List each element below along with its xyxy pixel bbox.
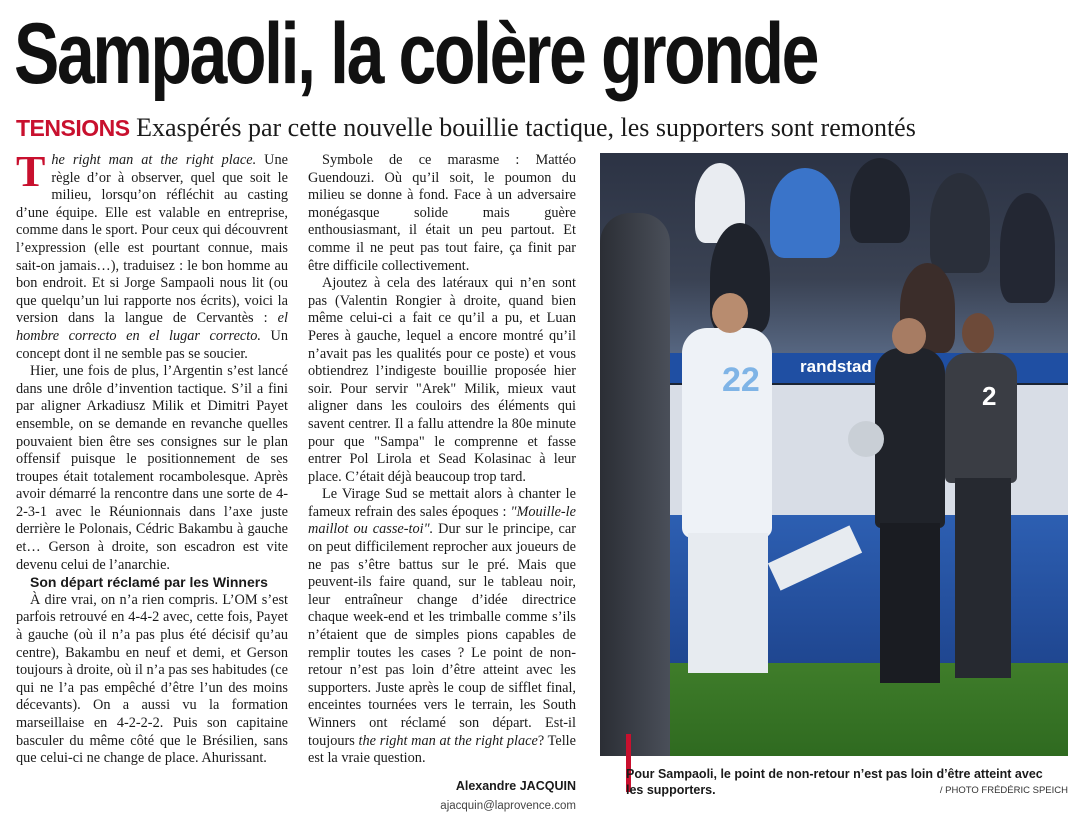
player-om-shirt <box>682 328 772 538</box>
article-paragraph <box>308 486 576 768</box>
article-italic: "Mouille-le maillot ou casse-toi". <box>308 503 576 538</box>
author-name: Alexandre JACQUIN <box>455 778 576 793</box>
player-foreground <box>600 213 670 756</box>
fan <box>770 168 840 258</box>
subhead-text: Exaspérés par cette nouvelle bouillie tactique, les supporters sont remontés <box>136 113 916 142</box>
player-om-legs <box>688 533 768 673</box>
article-italic: el hombre correcto en el lugar correcto. <box>16 310 288 344</box>
article-text: Le Virage Sud se mettait alors à chanter le fameux refrain des sales époques : <box>308 486 576 520</box>
dropcap: T <box>16 147 46 196</box>
shirt-number: 2 <box>982 381 997 411</box>
photo-credit: / PHOTO FRÉDÉRIC SPEICH <box>939 785 1068 796</box>
fan <box>1000 193 1055 303</box>
player-om-head <box>712 293 748 333</box>
article-paragraph: Symbole de ce marasme : Mattéo Guendouzi. Où qu’il soit, le poumon du milieu se donne à fond. Face à un adversaire monégasque solide mais guère enthousiasmant, il était un peu partout. Et comme il ne peut pas tout faire, ça finit par être difficile collectivement. <box>308 152 576 274</box>
subhead-kicker: TENSIONS <box>16 115 130 141</box>
coach-head <box>892 318 926 354</box>
article-text: Dur sur le principe, car on peut difficilement reprocher aux joueurs de ne pas s’être battus sur le pré. Mais que peuvent-ils faire quand, sur le tableau noir, leur entraîneur change d’idée directrice chaque week-end et les trimballe comme s’ils n’étaient que de simples pions capables de remplir toutes les cases ? Le point de non-retour n’est pas loin d’être atteint avec les supporters. Juste après le coup de sifflet final, enceintes tournées vers le terrain, les South Winners ont réclamé son départ. Est-il toujours <box>308 521 577 749</box>
article-text: ? Telle est la vraie question. <box>308 732 576 767</box>
ad-banner-text: randstad <box>800 357 872 376</box>
article-text: Un concept dont il ne semble pas se soucier. <box>16 327 288 362</box>
author-email: ajacquin@laprovence.com <box>440 800 576 813</box>
player-monaco-shirt <box>945 353 1017 483</box>
intertitle: Son départ réclamé par les Winners <box>30 574 268 591</box>
ball <box>848 421 884 457</box>
player-monaco-head <box>962 313 994 353</box>
article-column-1 <box>16 147 288 768</box>
article-paragraph: Ajoutez à cela des latéraux qui n’en sont pas (Valentin Rongier à droite, quand bien même celui-ci a fait ce qu’il a pu, et Luan Peres à gauche, lequel a encore montré qu’il n’avait pas les qualités pour ce poste) et vous obtiendrez l’indigeste bouillie proposée hier soir. Pour servir "Arek" Milik, mieux vaut aligner dans les couloirs des éléments qui savent centrer. Il a fallu attendre la 80e minute pour que "Sampa" le comprenne et fasse entrer Pol Lirola et Sead Kolasinac à leur place. C’était déjà beaucoup trop tard. <box>308 275 576 485</box>
article-paragraph: Hier, une fois de plus, l’Argentin s’est lancé dans une drôle d’invention tactique. S’il a fini par aligner Arkadiusz Milik et Dimitri Payet ensemble, on se demande en revanche quelles pouvaient bien être ses consignes sur le plan offensif puisque le positionnement de ses troupes était totalement rocambolesque. Après avoir démarré la rencontre dans une sorte de 4-2-3-1 avec le Réunionnais dans l’axe juste derrière le Polonais, Cédric Bakambu à gauche et… Gerson à droite, son escadron est vite devenu celui de l’anarchie. <box>16 363 288 573</box>
article-text: Une règle d’or à observer, quel que soit le milieu, lorsqu’on réfléchit au casting d’une équipe. Elle est valable en entreprise, comme dans le sport. Pour ceux qui découvrent l’expression (elle est pourtant connue, mais sait-on jamais…), traduisez : le bon homme au bon endroit. Et si Jorge Sampaoli nous lit (ou que quelqu’un lui rapporte nos écrits), voici la version dans la langue de Cervantès : <box>16 152 288 327</box>
photo-caption: Pour Sampaoli, le point de non-retour n’est pas loin d’être atteint avec les supporters. <box>626 767 1043 797</box>
shirt-number: 22 <box>722 361 760 399</box>
article-column-2 <box>308 152 576 816</box>
coach <box>875 348 945 528</box>
article-paragraph: À dire vrai, on n’a rien compris. L’OM s’est parfois retrouvé en 4-4-2 avec, cette fois, Payet à gauche (où il n’a pas plus été décisif qu’au centre), Bakambu en neuf et demi, et Gerson toujours à droite, où il n’a pas ses habitudes (ce qui ne l’a pas empêché d’être l’un des moins décevants). On a aussi vu la formation marseillaise en 4-2-2-2. Puis son capitaine basculer du même côté que le Brésilien, sans que celui-ci ne change de place. Ahurissant. <box>16 591 288 767</box>
coach-legs <box>880 523 940 683</box>
article-italic: the right man at the right place <box>358 732 538 749</box>
match-photo <box>600 153 1068 756</box>
stands <box>600 153 1068 363</box>
fan <box>930 173 990 273</box>
subhead <box>16 112 1076 144</box>
article-italic: he right man at the right place. <box>51 152 257 168</box>
article-paragraph <box>16 147 288 363</box>
fan <box>850 158 910 243</box>
player-monaco-legs <box>955 478 1011 678</box>
headline: Sampaoli, la colère gronde <box>14 6 817 102</box>
